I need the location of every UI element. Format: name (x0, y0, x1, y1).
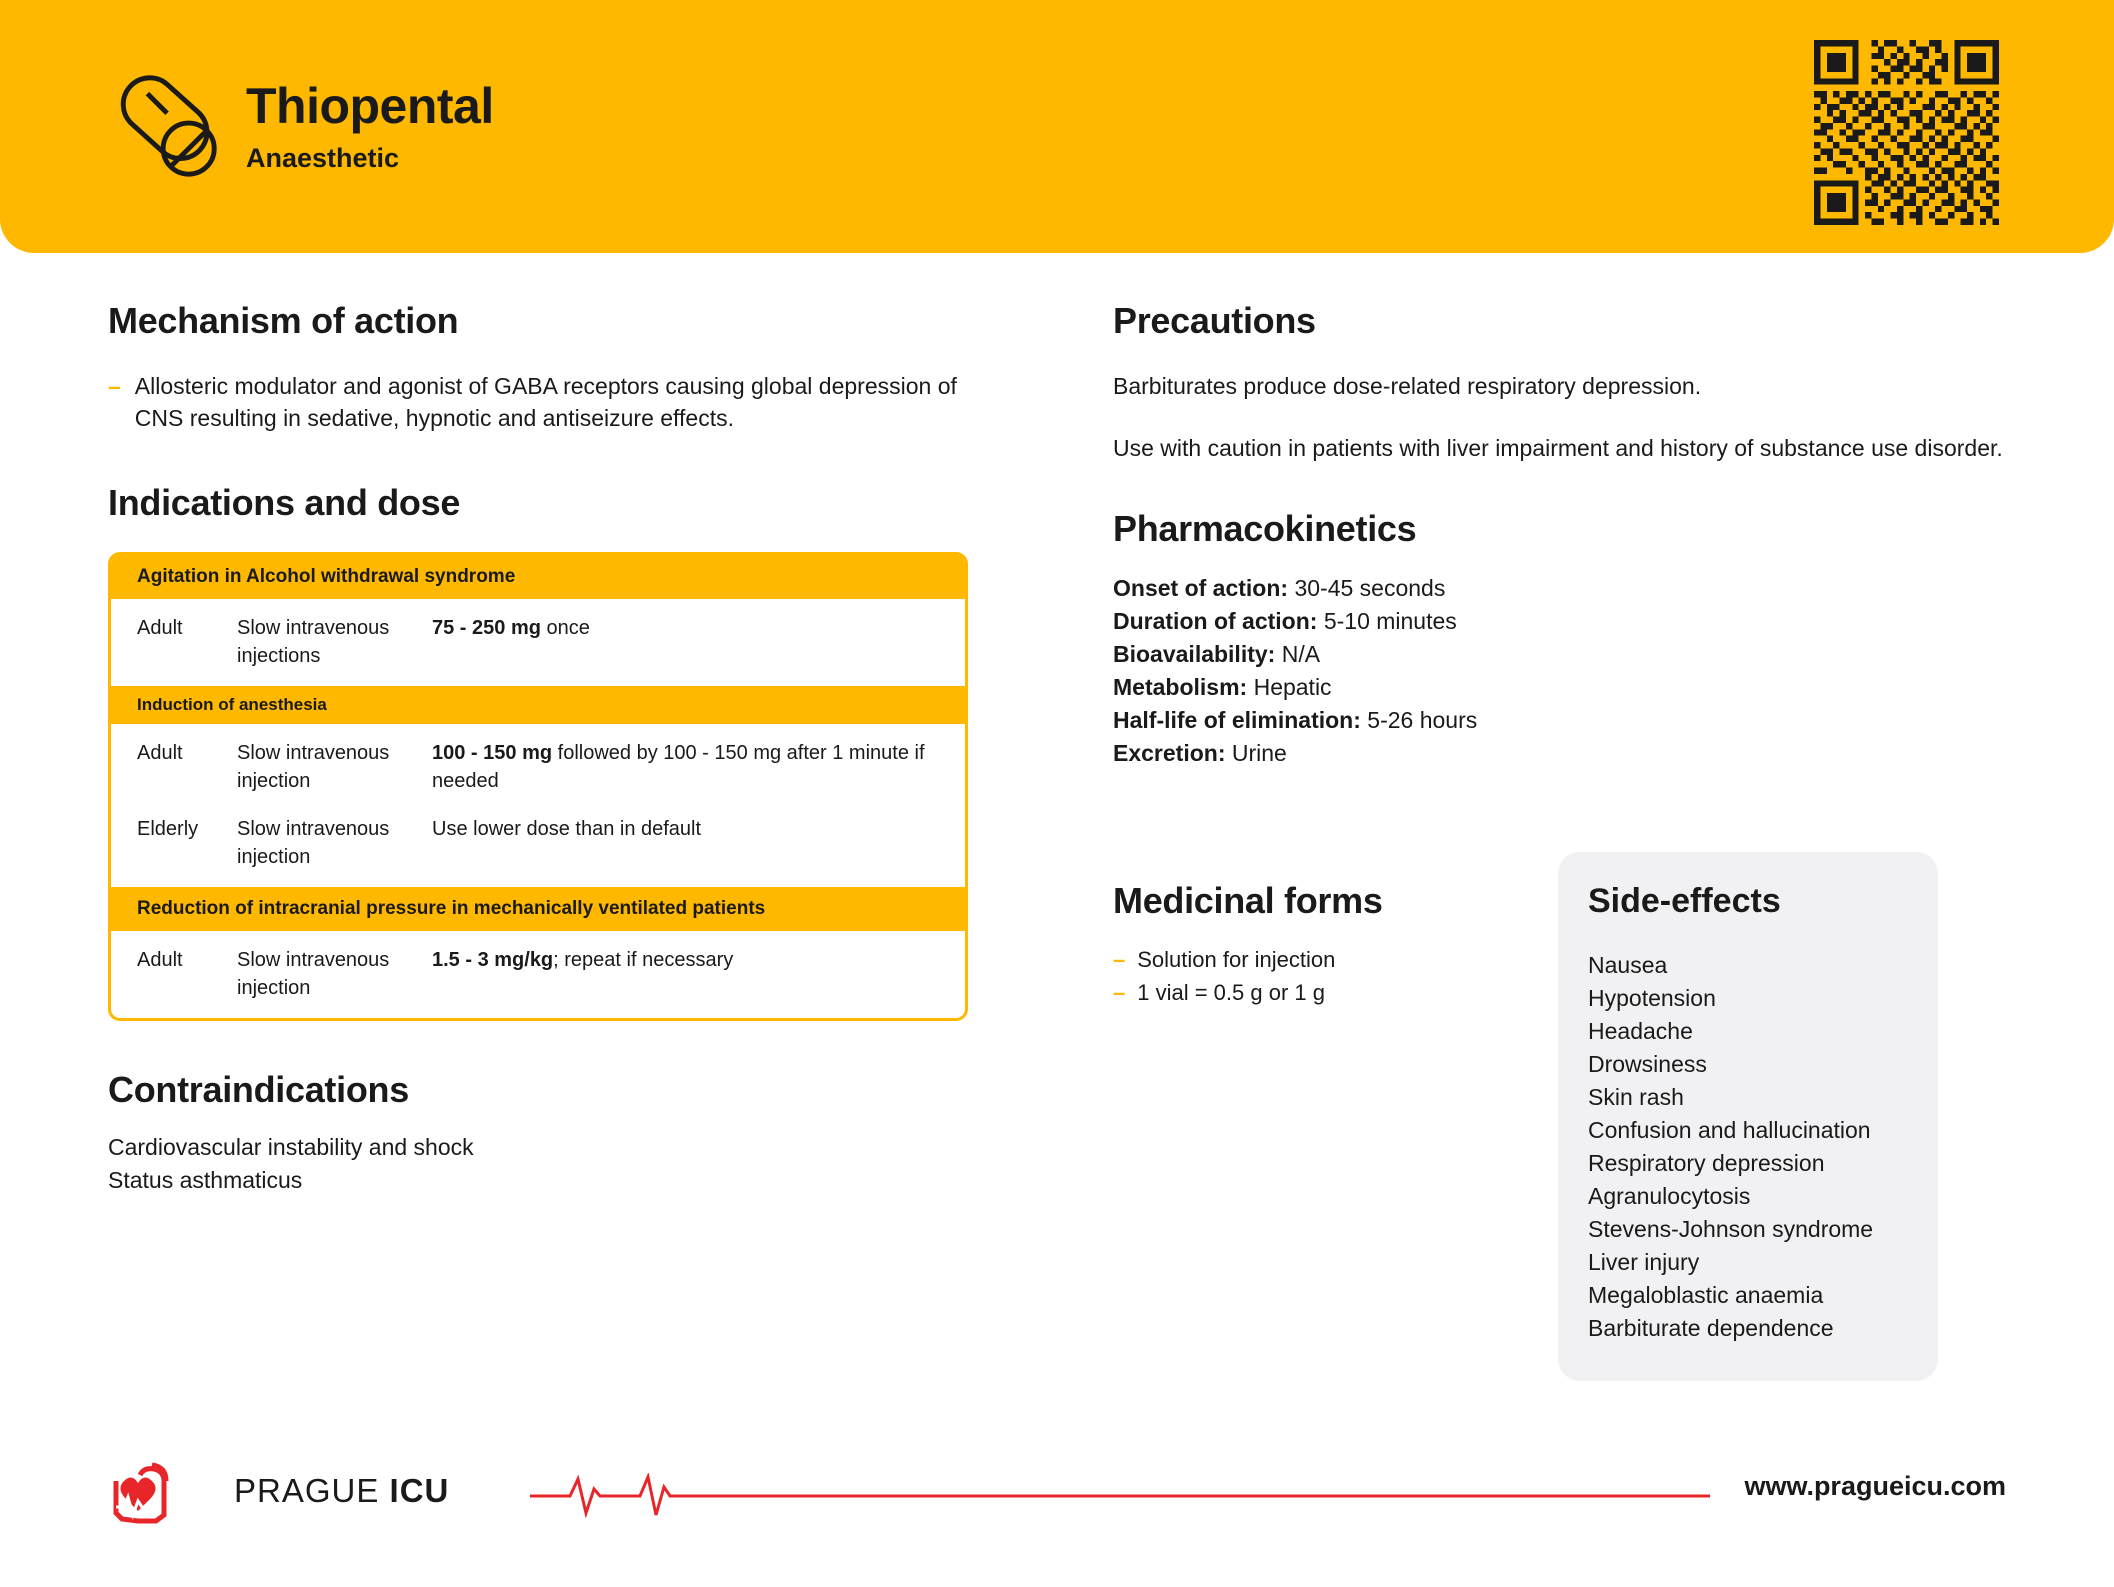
side-effect-item: Agranulocytosis (1588, 1183, 1751, 1209)
medicinal-form-text: Solution for injection (1137, 947, 1336, 972)
side-effects-panel (1558, 852, 1938, 1381)
dose-amount-bold: 1.5 - 3 mg/kg (432, 949, 554, 971)
side-effect-item: Stevens-Johnson syndrome (1588, 1216, 1874, 1242)
dose-amount-rest: once (540, 617, 590, 639)
left-column (108, 300, 988, 1197)
dash-bullet-icon: – (1113, 947, 1126, 972)
brand-logo-text (234, 1472, 449, 1510)
side-effect-item: Megaloblastic anaemia (1588, 1282, 1824, 1308)
dose-amount-bold: 75 - 250 mg (432, 617, 541, 639)
brand-logo[interactable] (108, 1455, 449, 1527)
dose-group-header: Agitation in Alcohol withdrawal syndrome (111, 555, 965, 599)
dose-population: Adult (137, 617, 183, 639)
side-effect-item: Barbiturate dependence (1588, 1315, 1834, 1341)
dash-bullet-icon: – (108, 373, 121, 399)
pk-label: Onset of action: (1113, 575, 1289, 601)
dose-route: Slow intravenous injection (237, 949, 390, 999)
dose-group-header: Induction of anesthesia (111, 686, 965, 724)
pk-label: Bioavailability: (1113, 641, 1276, 667)
precautions-paragraph: Use with caution in patients with liver impairment and history of substance use disorder. (1113, 435, 2003, 461)
dose-amount-rest: Use lower dose than in default (432, 818, 702, 840)
medicinal-form-item (1113, 944, 1573, 975)
contraindication-item: Cardiovascular instability and shock (108, 1134, 474, 1160)
pk-label: Metabolism: (1113, 674, 1248, 700)
dose-amount (432, 946, 939, 1002)
side-effect-item: Hypotension (1588, 985, 1716, 1011)
table-row (111, 599, 965, 686)
drug-class-subtitle: Anaesthetic (246, 143, 400, 173)
medicinal-form-text: 1 vial = 0.5 g or 1 g (1137, 980, 1325, 1005)
medicinal-forms (1113, 880, 1573, 1010)
dose-amount (432, 614, 939, 670)
table-row (111, 724, 965, 811)
contraindications-heading: Contraindications (108, 1069, 409, 1110)
dose-group-header: Reduction of intracranial pressure in mechanically ventilated patients (111, 887, 965, 931)
pk-row (1113, 572, 2013, 605)
side-effect-item: Skin rash (1588, 1084, 1684, 1110)
indications-heading: Indications and dose (108, 482, 461, 523)
dose-population: Adult (137, 742, 183, 764)
right-column (1113, 300, 2013, 770)
pk-label: Excretion: (1113, 740, 1226, 766)
prague-icu-heart-logo (108, 1455, 218, 1527)
dose-amount-rest: followed by 100 - 150 mg after 1 minute if needed (432, 742, 925, 792)
contraindication-item: Status asthmaticus (108, 1167, 303, 1193)
side-effect-item: Nausea (1588, 952, 1668, 978)
header-title-block (246, 78, 494, 173)
pk-label: Half-life of elimination: (1113, 707, 1361, 733)
pharmacokinetics-heading: Pharmacokinetics (1113, 508, 1417, 549)
capsule-pill-icon (112, 72, 230, 182)
brand-name-light: PRAGUE (234, 1472, 380, 1509)
dose-population: Adult (137, 949, 183, 971)
medicinal-form-item (1113, 977, 1573, 1008)
dose-amount (432, 815, 939, 871)
pk-row (1113, 704, 2013, 737)
precautions-paragraph: Barbiturates produce dose-related respiratory depression. (1113, 373, 1702, 399)
qr-code[interactable] (1814, 40, 1999, 225)
drug-title: Thiopental (246, 78, 494, 134)
pk-label: Duration of action: (1113, 608, 1318, 634)
mechanism-item (108, 370, 988, 434)
side-effect-item: Confusion and hallucination (1588, 1117, 1871, 1143)
pk-value: N/A (1275, 641, 1321, 667)
pk-value: 5-10 minutes (1317, 608, 1457, 634)
pk-row (1113, 737, 2013, 770)
dose-amount-bold: 100 - 150 mg (432, 742, 553, 764)
precautions-heading: Precautions (1113, 300, 1316, 341)
medicinal-forms-heading: Medicinal forms (1113, 880, 1383, 921)
side-effect-item: Headache (1588, 1018, 1693, 1044)
website-url[interactable]: www.pragueicu.com (1744, 1471, 2006, 1501)
dash-bullet-icon: – (1113, 980, 1126, 1005)
dose-amount (432, 739, 939, 795)
side-effect-item: Liver injury (1588, 1249, 1700, 1275)
dose-route: Slow intravenous injection (237, 818, 390, 868)
pk-row (1113, 638, 2013, 671)
card-header (0, 0, 2114, 253)
ekg-line (530, 1473, 1710, 1519)
dose-route: Slow intravenous injections (237, 617, 390, 667)
pk-value: 5-26 hours (1360, 707, 1478, 733)
dose-amount-rest: ; repeat if necessary (553, 949, 734, 971)
side-effects-heading: Side-effects (1588, 882, 1781, 920)
pk-value: Hepatic (1247, 674, 1332, 700)
side-effect-item: Respiratory depression (1588, 1150, 1825, 1176)
table-row (111, 931, 965, 1018)
pk-value: 30-45 seconds (1288, 575, 1446, 601)
pk-row (1113, 605, 2013, 638)
side-effect-item: Drowsiness (1588, 1051, 1707, 1077)
table-row (111, 811, 965, 887)
pk-row (1113, 671, 2013, 704)
mechanism-heading: Mechanism of action (108, 300, 459, 341)
brand-name-bold: ICU (389, 1472, 450, 1509)
pk-value: Urine (1225, 740, 1287, 766)
dose-population: Elderly (137, 818, 199, 840)
card-footer (0, 1455, 2114, 1535)
mechanism-item-text: Allosteric modulator and agonist of GABA receptors causing global depression of CNS resulting in sedative, hypnotic and antiseizure effects. (134, 373, 957, 431)
dose-table (108, 552, 968, 1021)
dose-route: Slow intravenous injection (237, 742, 390, 792)
